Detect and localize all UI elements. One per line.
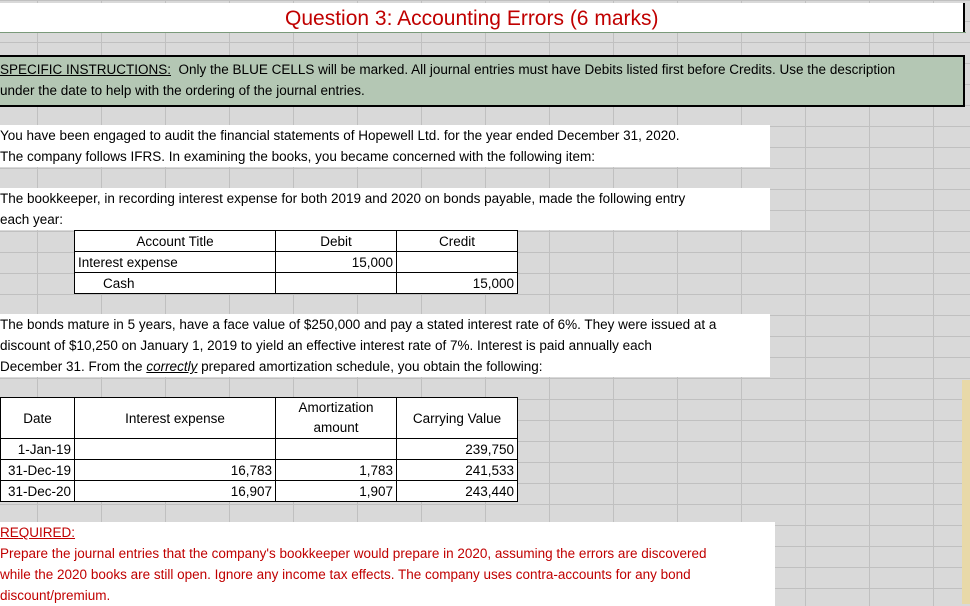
question-title: Question 3: Accounting Errors (6 marks) xyxy=(285,7,659,30)
table-row xyxy=(1,481,518,502)
bonds-line-3-pre: December 31. From the xyxy=(0,359,147,374)
entry-account[interactable]: Cash xyxy=(75,273,276,294)
table-row xyxy=(1,460,518,481)
schedule-header-amortization-1: Amortization xyxy=(298,400,374,415)
bonds-paragraph xyxy=(0,314,770,377)
intro-paragraph xyxy=(0,125,770,167)
schedule-amortization[interactable]: 1,783 xyxy=(276,460,397,481)
schedule-interest[interactable]: 16,907 xyxy=(75,481,276,502)
bonds-line-3 xyxy=(0,356,770,377)
schedule-interest[interactable] xyxy=(75,439,276,460)
header-debit[interactable]: Debit xyxy=(276,231,397,252)
schedule-carrying[interactable]: 241,533 xyxy=(397,460,518,481)
journal-entry-table xyxy=(74,230,518,294)
schedule-header-date[interactable]: Date xyxy=(1,398,75,439)
schedule-date[interactable]: 1-Jan-19 xyxy=(1,439,75,460)
table-row xyxy=(75,252,518,273)
instructions-heading: SPECIFIC INSTRUCTIONS: xyxy=(0,62,172,77)
instructions-text xyxy=(0,59,955,101)
header-credit[interactable]: Credit xyxy=(397,231,518,252)
schedule-amortization[interactable]: 1,907 xyxy=(276,481,397,502)
table-row xyxy=(75,273,518,294)
vertical-scrollbar-thumb[interactable] xyxy=(962,380,970,604)
bookkeeper-line-2: each year: xyxy=(0,212,64,227)
required-line-1: Prepare the journal entries that the company's bookkeeper would prepare in 2020, assuming the errors are discovered xyxy=(0,546,707,561)
schedule-header-row xyxy=(1,398,518,439)
entry-debit[interactable] xyxy=(276,273,397,294)
bonds-line-3-emphasis: correctly xyxy=(146,359,198,374)
question-title-bar xyxy=(0,3,965,32)
schedule-amortization[interactable] xyxy=(276,439,397,460)
bookkeeper-line-1: The bookkeeper, in recording interest expense for both 2019 and 2020 on bonds payable, made the following entry xyxy=(0,191,686,206)
required-heading: REQUIRED: xyxy=(0,525,76,540)
instructions-box[interactable] xyxy=(0,55,965,107)
entry-credit[interactable] xyxy=(397,252,518,273)
table-row xyxy=(1,439,518,460)
schedule-date[interactable]: 31-Dec-20 xyxy=(1,481,75,502)
bookkeeper-paragraph xyxy=(0,188,770,230)
amortization-schedule-table xyxy=(0,397,518,502)
required-line-3: discount/premium. xyxy=(0,588,111,603)
entry-credit[interactable]: 15,000 xyxy=(397,273,518,294)
instructions-line-2: under the date to help with the ordering of the journal entries. xyxy=(0,83,365,98)
schedule-header-interest[interactable]: Interest expense xyxy=(75,398,276,439)
schedule-date[interactable]: 31-Dec-19 xyxy=(1,460,75,481)
table-header-row xyxy=(75,231,518,252)
required-section xyxy=(0,522,775,606)
instructions-line-1: Only the BLUE CELLS will be marked. All journal entries must have Debits listed first before Credits. Use the description xyxy=(178,62,896,77)
divider xyxy=(0,32,966,33)
intro-line-1: You have been engaged to audit the financial statements of Hopewell Ltd. for the year ended December 31, 2020. xyxy=(0,128,680,143)
header-account-title[interactable]: Account Title xyxy=(75,231,276,252)
required-line-2: while the 2020 books are still open. Ignore any income tax effects. The company uses contra-accounts for any bond xyxy=(0,567,691,582)
entry-account[interactable]: Interest expense xyxy=(75,252,276,273)
intro-line-2: The company follows IFRS. In examining the books, you became concerned with the following item: xyxy=(0,149,596,164)
schedule-interest[interactable]: 16,783 xyxy=(75,460,276,481)
bonds-line-3-post: prepared amortization schedule, you obtain the following: xyxy=(197,359,543,374)
bonds-line-1: The bonds mature in 5 years, have a face value of $250,000 and pay a stated interest rate of 6%. They were issued at a xyxy=(0,317,717,332)
bonds-line-2: discount of $10,250 on January 1, 2019 to yield an effective interest rate of 7%. Interest is paid annually each xyxy=(0,338,652,353)
schedule-carrying[interactable]: 243,440 xyxy=(397,481,518,502)
schedule-carrying[interactable]: 239,750 xyxy=(397,439,518,460)
schedule-header-amortization-2: amount xyxy=(313,420,359,435)
schedule-header-amortization[interactable] xyxy=(276,398,397,439)
schedule-header-carrying[interactable]: Carrying Value xyxy=(397,398,518,439)
entry-debit[interactable]: 15,000 xyxy=(276,252,397,273)
